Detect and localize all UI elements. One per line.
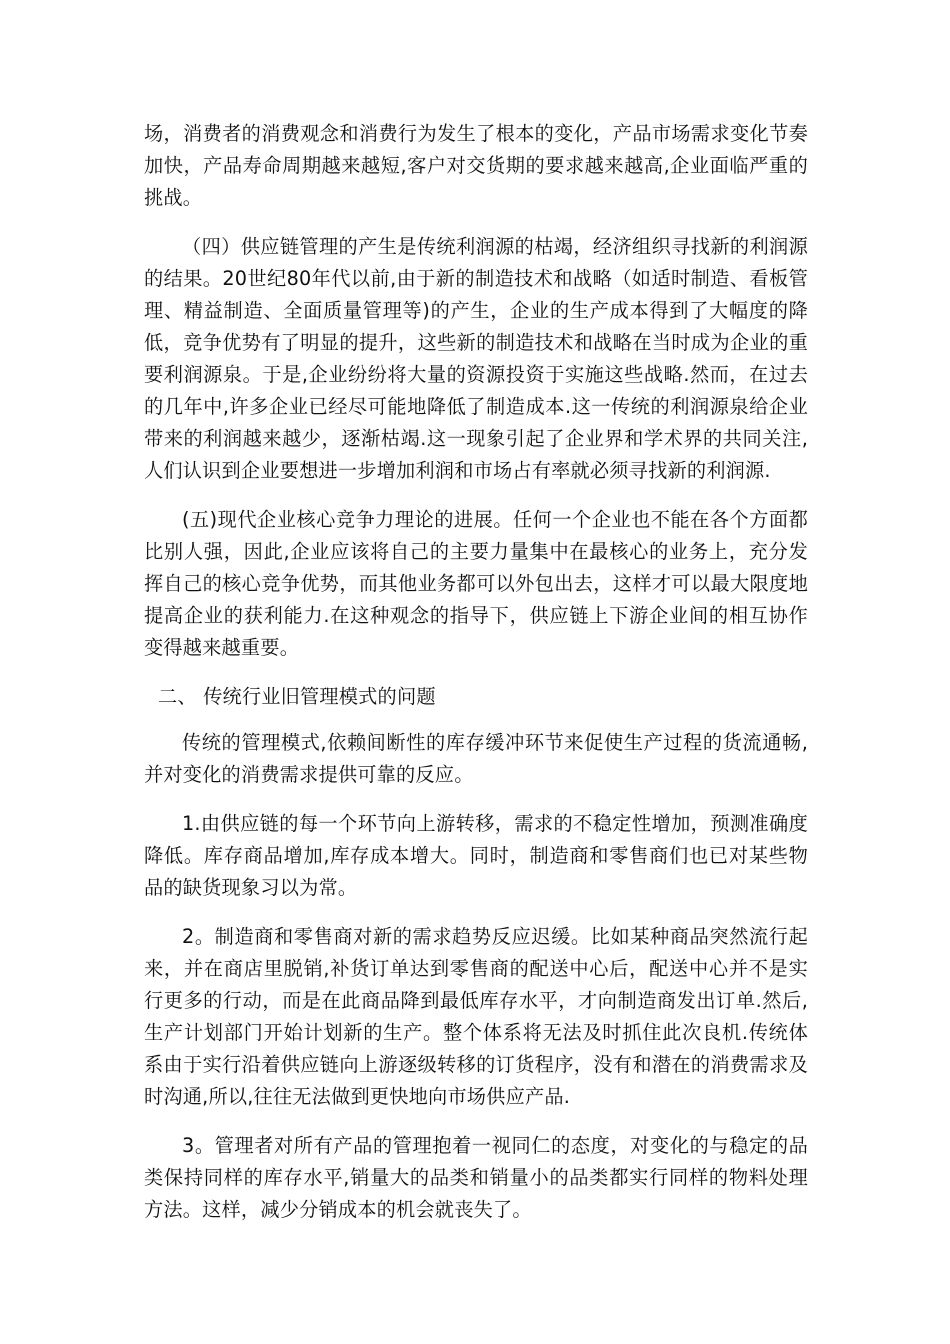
paragraph-item-3: 3。管理者对所有产品的管理抱着一视同仁的态度，对变化的与稳定的品类保持同样的库存水平,销量大的品类和销量小的品类都实行同样的物料处理方法。这样，减少分销成本的机会就丧失了。 <box>144 1134 808 1221</box>
document-page <box>144 118 808 1243</box>
paragraph-item-1: 1.由供应链的每一个环节向上游转移，需求的不稳定性增加，预测准确度降低。库存商品增加,库存成本增大。同时，制造商和零售商们也已对某些物品的缺货现象习以为常。 <box>144 812 808 899</box>
paragraph-continued: 场，消费者的消费观念和消费行为发生了根本的变化，产品市场需求变化节奏加快，产品寿命周期越来越短,客户对交货期的要求越来越高,企业面临严重的挑战。 <box>144 122 808 209</box>
paragraph-item-2: 2。制造商和零售商对新的需求趋势反应迟缓。比如某种商品突然流行起来，并在商店里脱销,补货订单达到零售商的配送中心后，配送中心并不是实行更多的行动，而是在此商品降到最低库存水平，才向制造商发出订单.然后,生产计划部门开始计划新的生产。整个体系将无法及时抓住此次良机.传统体系由于实行沿着供应链向上游逐级转移的订货程序，没有和潜在的消费需求及时沟通,所以,往往无法做到更快地向市场供应产品. <box>144 925 808 1108</box>
paragraph-section-4: （四）供应链管理的产生是传统利润源的枯竭，经济组织寻找新的利润源的结果。20世纪80年代以前,由于新的制造技术和战略（如适时制造、看板管理、精益制造、全面质量管理等)的产生，企业的生产成本得到了大幅度的降低，竞争优势有了明显的提升，这些新的制造技术和战略在当时成为企业的重要利润源泉。于是,企业纷纷将大量的资源投资于实施这些战略.然而，在过去的几年中,许多企业已经尽可能地降低了制造成本.这一传统的利润源泉给企业带来的利润越来越少，逐渐枯竭.这一现象引起了企业界和学术界的共同关注,人们认识到企业要想进一步增加利润和市场占有率就必须寻找新的利润源. <box>144 235 808 482</box>
paragraph-intro: 传统的管理模式,依赖间断性的库存缓冲环节来促使生产过程的货流通畅,并对变化的消费需求提供可靠的反应。 <box>144 731 808 786</box>
paragraph-section-5: (五)现代企业核心竞争力理论的进展。任何一个企业也不能在各个方面都比别人强，因此,企业应该将自己的主要力量集中在最核心的业务上，充分发挥自己的核心竞争优势，而其他业务都可以外包出去，这样才可以最大限度地提高企业的获利能力.在这种观念的指导下，供应链上下游企业间的相互协作变得越来越重要。 <box>144 508 808 659</box>
section-heading: 二、 传统行业旧管理模式的问题 <box>158 685 436 708</box>
